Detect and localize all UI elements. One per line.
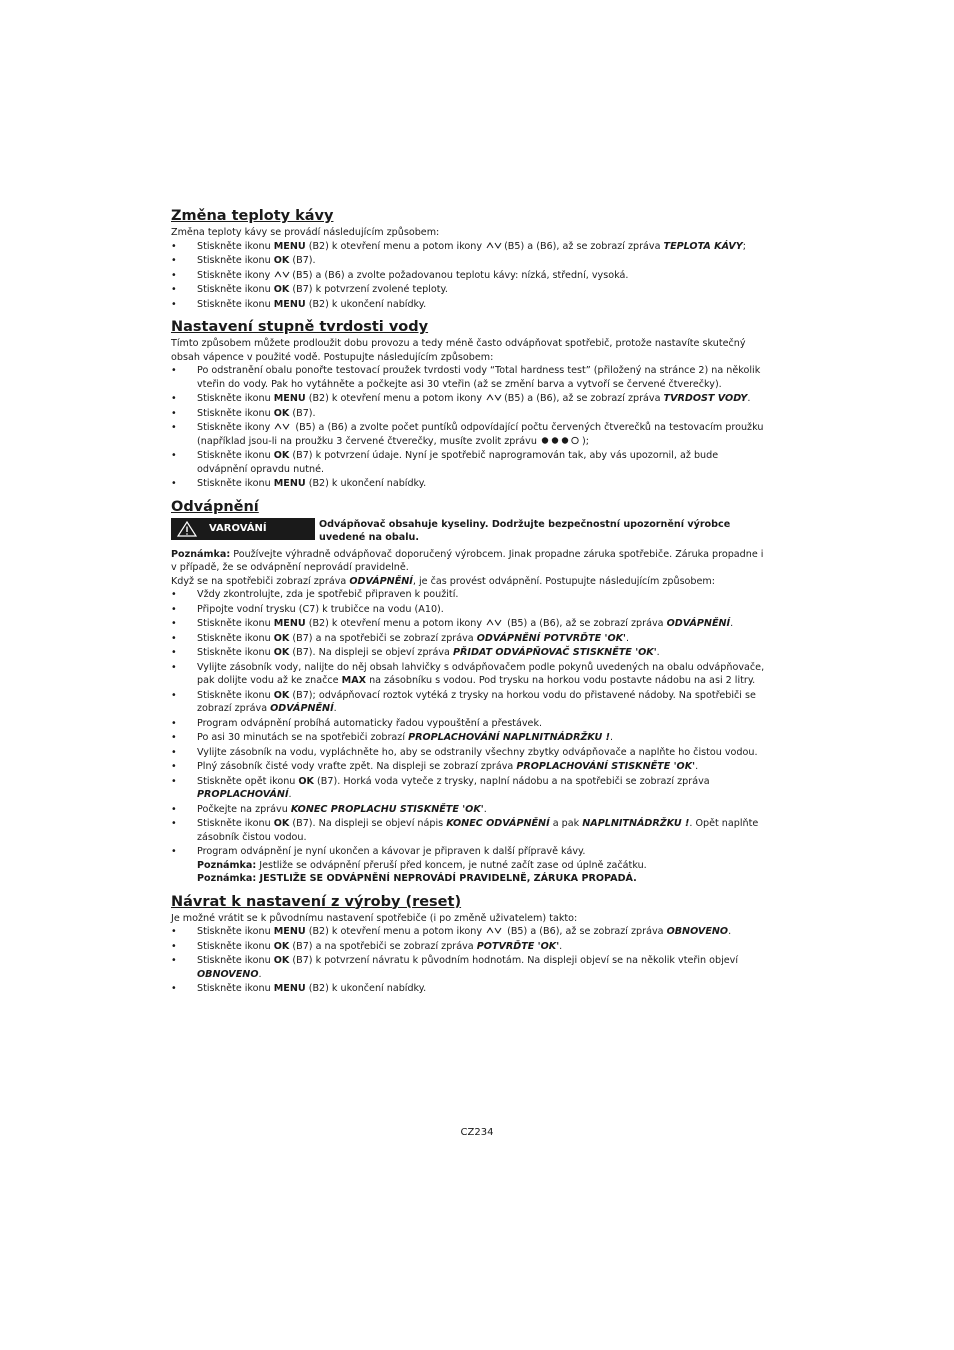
list-item: • Stiskněte ikonu MENU (B2) k otevření menu a potom ikony (B5) a (B6), až se zobrazí zpráva TEPLOTA KÁVY;: [171, 240, 771, 254]
section-title: Odvápnění: [171, 498, 259, 515]
list-item: • Po odstranění obalu ponořte testovací proužek tvrdosti vody “Total hardness test” (přiložený na stránce 2) na několik vteřin do vody. Pak ho vytáhněte a počkejte asi 30 vteřin (až se změní barva a vytvoří se červené čtverečky).: [171, 364, 771, 391]
section-factory-reset: [171, 894, 771, 996]
section-intro: Tímto způsobem můžete prodloužit dobu provozu a tedy méně často odvápňovat spotřebič, protože nastavíte skutečný obsah vápence v použité vodě. Postupujte následujícím způsobem:: [171, 338, 746, 363]
list-item: • Stiskněte ikonu OK (B7). Na displeji se objeví zpráva PŘIDAT ODVÁPŇOVAČ STISKNĚTE 'OK'.: [171, 646, 771, 660]
warning-row: [171, 518, 771, 545]
list-item: • Po asi 30 minutách se na spotřebiči zobrazí PROPLACHOVÁNÍ NAPLNITNÁDRŽKU !.: [171, 731, 771, 745]
section-descaling: [171, 499, 771, 886]
list-item: • Stiskněte ikony (B5) a (B6) a zvolte požadovanou teplotu kávy: nízká, střední, vysoká.: [171, 269, 771, 283]
list-item: • Stiskněte ikonu MENU (B2) k otevření menu a potom ikony (B5) a (B6), až se zobrazí zpráva TVRDOST VODY.: [171, 392, 771, 406]
list-item: • Stiskněte ikonu OK (B7); odvápňovací roztok vytéká z trysky na horkou vodu do přistavené nádoby. Na spotřebiči se zobrazí zpráva ODVÁPNĚNÍ.: [171, 689, 771, 716]
up-down-arrows-icon: [274, 270, 290, 279]
section-water-hardness: [171, 319, 771, 491]
warning-triangle-icon: [177, 521, 197, 537]
up-down-arrows-icon: [486, 618, 502, 627]
list-item: • Stiskněte ikonu MENU (B2) k ukončení nabídky.: [171, 982, 771, 996]
steps-list: [171, 364, 771, 491]
list-item: • Plný zásobník čisté vody vraťte zpět. Na displeji se zobrazí zpráva PROPLACHOVÁNÍ STISKNĚTE 'OK'.: [171, 760, 771, 774]
list-item: • Stiskněte opět ikonu OK (B7). Horká voda vyteče z trysky, naplní nádobu a na spotřebiči se zobrazí zpráva PROPLACHOVÁNÍ.: [171, 775, 771, 802]
list-item: • Program odvápnění probíhá automaticky řadou vypouštění a přestávek.: [171, 717, 771, 731]
section-title: Změna teploty kávy: [171, 208, 334, 224]
section-title: Nastavení stupně tvrdosti vody: [171, 319, 429, 335]
steps-list: [171, 240, 771, 312]
list-item: • Stiskněte ikony (B5) a (B6) a zvolte počet puntíků odpovídající počtu červených čtverečků na testovacím proužku (například jsou-li na proužku 3 červené čtverečky, musíte zvolit zprávu );: [171, 421, 771, 448]
hardness-dots-icon: [540, 436, 582, 445]
warning-text: Odvápňovač obsahuje kyseliny. Dodržujte bezpečnostní upozornění výrobce uvedené na obalu.: [319, 518, 731, 543]
list-item: • Stiskněte ikonu OK (B7) k potvrzení zvolené teploty.: [171, 283, 771, 297]
list-item: • Stiskněte ikonu OK (B7).: [171, 254, 771, 268]
list-item: • Připojte vodní trysku (C7) k trubičce na vodu (A10).: [171, 603, 771, 617]
section-intro: Když se na spotřebiči zobrazí zpráva ODVÁPNĚNÍ, je čas provést odvápnění. Postupujte následujícím způsobem:: [171, 575, 716, 587]
list-item: • Počkejte na zprávu KONEC PROPLACHU STISKNĚTE 'OK'.: [171, 803, 771, 817]
list-item: • Stiskněte ikonu OK (B7) k potvrzení návratu k původním hodnotám. Na displeji objeví se na několik vteřin objeví OBNOVENO.: [171, 954, 771, 981]
warning-label: VAROVÁNÍ: [209, 523, 267, 534]
list-item: • Stiskněte ikonu OK (B7) k potvrzení údaje. Nyní je spotřebič naprogramován tak, aby vás upozornil, až bude odvápnění opravdu nutné.: [171, 449, 771, 476]
list-item: • Vždy zkontrolujte, zda je spotřebič připraven k použití.: [171, 588, 771, 602]
steps-list: [171, 588, 771, 886]
list-item: • Program odvápnění je nyní ukončen a kávovar je připraven k další přípravě kávy. Poznámka: Jestliže se odvápnění přeruší před koncem, je nutné začít zase od úplně začátku. Poznámka: JESTLIŽE SE ODVÁPNĚNÍ NEPROVÁDÍ PRAVIDELNĚ, ZÁRUKA PROPADÁ.: [171, 845, 771, 886]
up-down-arrows-icon: [486, 393, 502, 402]
list-item: • Stiskněte ikonu OK (B7).: [171, 407, 771, 421]
list-item: • Stiskněte ikonu MENU (B2) k ukončení nabídky.: [171, 298, 771, 312]
list-item: • Stiskněte ikonu MENU (B2) k otevření menu a potom ikony (B5) a (B6), až se zobrazí zpráva ODVÁPNĚNÍ.: [171, 617, 771, 631]
steps-list: [171, 925, 771, 996]
section-intro: Je možné vrátit se k původnímu nastavení spotřebiče (i po změně uživatelem) takto:: [171, 912, 578, 924]
list-item: • Stiskněte ikonu OK (B7) a na spotřebiči se zobrazí zpráva POTVRĎTE 'OK'.: [171, 940, 771, 954]
list-item: • Stiskněte ikonu MENU (B2) k ukončení nabídky.: [171, 477, 771, 491]
document-page: [171, 208, 771, 1004]
list-item: • Vylijte zásobník vody, nalijte do něj obsah lahvičky s odvápňovačem podle pokynů uvedených na obalu odvápňovače, pak dolijte vodu až ke značce MAX na zásobníku s vodou. Pod trysku na horkou vodu postavte nádobu na asi 2 litry.: [171, 661, 771, 688]
section-title: Návrat k nastavení z výroby (reset): [171, 893, 462, 910]
warning-badge: [171, 518, 315, 540]
list-item: • Stiskněte ikonu OK (B7) a na spotřebiči se zobrazí zpráva ODVÁPNĚNÍ POTVRĎTE 'OK'.: [171, 632, 771, 646]
section-coffee-temperature: [171, 208, 771, 311]
list-item: • Stiskněte ikonu MENU (B2) k otevření menu a potom ikony (B5) a (B6), až se zobrazí zpráva OBNOVENO.: [171, 925, 771, 939]
page-number: CZ234: [460, 1127, 494, 1138]
note: Poznámka: Používejte výhradně odvápňovač doporučený výrobcem. Jinak propadne záruka spotřebiče. Záruka propadne i v případě, že se odvápnění neprovádí pravidelně.: [171, 548, 764, 573]
list-item: • Vylijte zásobník na vodu, vypláchněte ho, aby se odstranily všechny zbytky odvápňovače a naplňte ho čistou vodou.: [171, 746, 771, 760]
up-down-arrows-icon: [486, 241, 502, 250]
up-down-arrows-icon: [274, 422, 290, 431]
list-item: • Stiskněte ikonu OK (B7). Na displeji se objeví nápis KONEC ODVÁPNĚNÍ a pak NAPLNITNÁDRŽKU !. Opět naplňte zásobník čistou vodou.: [171, 817, 771, 844]
section-intro: Změna teploty kávy se provádí následujícím způsobem:: [171, 227, 440, 238]
up-down-arrows-icon: [486, 926, 502, 935]
